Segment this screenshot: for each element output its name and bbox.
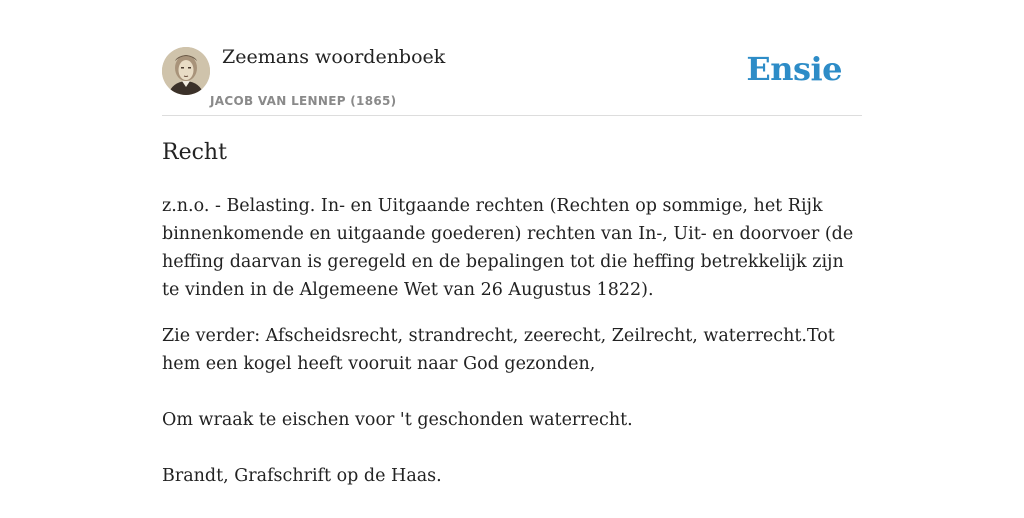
brand-logo[interactable]: Ensie	[746, 50, 842, 88]
author-portrait-icon	[162, 47, 210, 95]
author-avatar[interactable]	[162, 47, 210, 95]
dictionary-title[interactable]: Zeemans woordenboek	[222, 46, 446, 68]
entry-title: Recht	[162, 140, 227, 165]
entry-paragraph: Zie verder: Afscheidsrecht, strandrecht, zeerecht, Zeilrecht, waterrecht.Tot hem een kogel heeft vooruit naar God gezonden,	[162, 326, 835, 374]
entry-body	[162, 192, 862, 518]
page	[162, 0, 862, 512]
entry-paragraph: Brandt, Grafschrift op de Haas.	[162, 466, 442, 486]
dictionary-author[interactable]: JACOB VAN LENNEP (1865)	[210, 94, 397, 108]
entry-paragraph: Om wraak te eischen voor 't geschonden waterrecht.	[162, 410, 633, 430]
header	[162, 0, 862, 116]
entry-paragraph: z.n.o. - Belasting. In- en Uitgaande rechten (Rechten op sommige, het Rijk binnenkomende en uitgaande goederen) rechten van In-, Uit- en doorvoer (de heffing daarvan is geregeld en de bepalingen tot die heffing betrekkelijk zijn te vinden in de Algemeene Wet van 26 Augustus 1822).	[162, 196, 854, 300]
